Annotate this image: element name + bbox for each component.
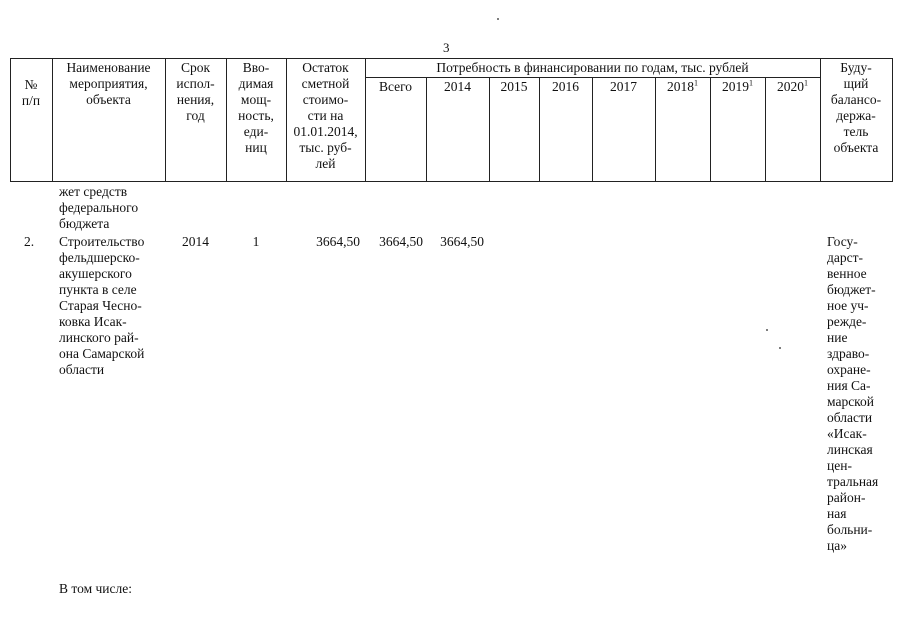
scan-speck [779, 347, 781, 349]
header-2016: 2016 [552, 79, 579, 94]
row-name: Строительство фельдшерско- акушерского пункта в селе Старая Чесно- ковка Исак- линского рай- она Самарской области [59, 234, 145, 377]
header-2015: 2015 [500, 79, 528, 94]
header-capacity: Вво- димая мощ- ность, еди- ниц [238, 60, 274, 155]
footnote-mark: 1 [749, 78, 753, 88]
continuation-text: жет средств федерального бюджета [59, 184, 139, 231]
row-remaining: 3664,50 [316, 234, 360, 249]
footnote-mark: 1 [694, 78, 698, 88]
row-capacity: 1 [252, 234, 260, 249]
header-remaining: Остаток сметной стоимо- сти на 01.01.2014, тыс. руб- лей [293, 60, 358, 171]
including-text: В том числе: [59, 581, 132, 596]
scan-speck [497, 18, 499, 20]
header-num: № п/п [21, 77, 41, 108]
header-2017: 2017 [610, 79, 637, 94]
page-number: 3 [443, 40, 450, 55]
header-financing-need: Потребность в финансировании по годам, тыс. рублей [436, 60, 749, 75]
footnote-mark: 1 [804, 78, 808, 88]
header-holder: Буду- щий балансо- держа- тель объекта [830, 60, 882, 155]
header-2014: 2014 [444, 79, 471, 94]
row-total: 3664,50 [379, 234, 423, 249]
header-2019: 2019$^1$ [722, 78, 753, 94]
row-holder: Госу- дарст- венное бюджет- ное уч- режде- ние здраво- охране- ния Са- марской области «Исак- линская цен- тральная район- ная больни- ца» [827, 234, 879, 553]
header-2020: 2020$^1$ [777, 78, 808, 94]
row-term: 2014 [182, 234, 209, 249]
header-2018: 2018$^1$ [667, 78, 698, 94]
scan-speck [766, 329, 768, 331]
row-num: 2. [24, 234, 35, 249]
header-total: Всего [378, 79, 413, 94]
header-term: Срок испол- нения, год [176, 60, 215, 123]
row-2014: 3664,50 [440, 234, 484, 249]
header-name: Наименование мероприятия, объекта [66, 60, 151, 107]
